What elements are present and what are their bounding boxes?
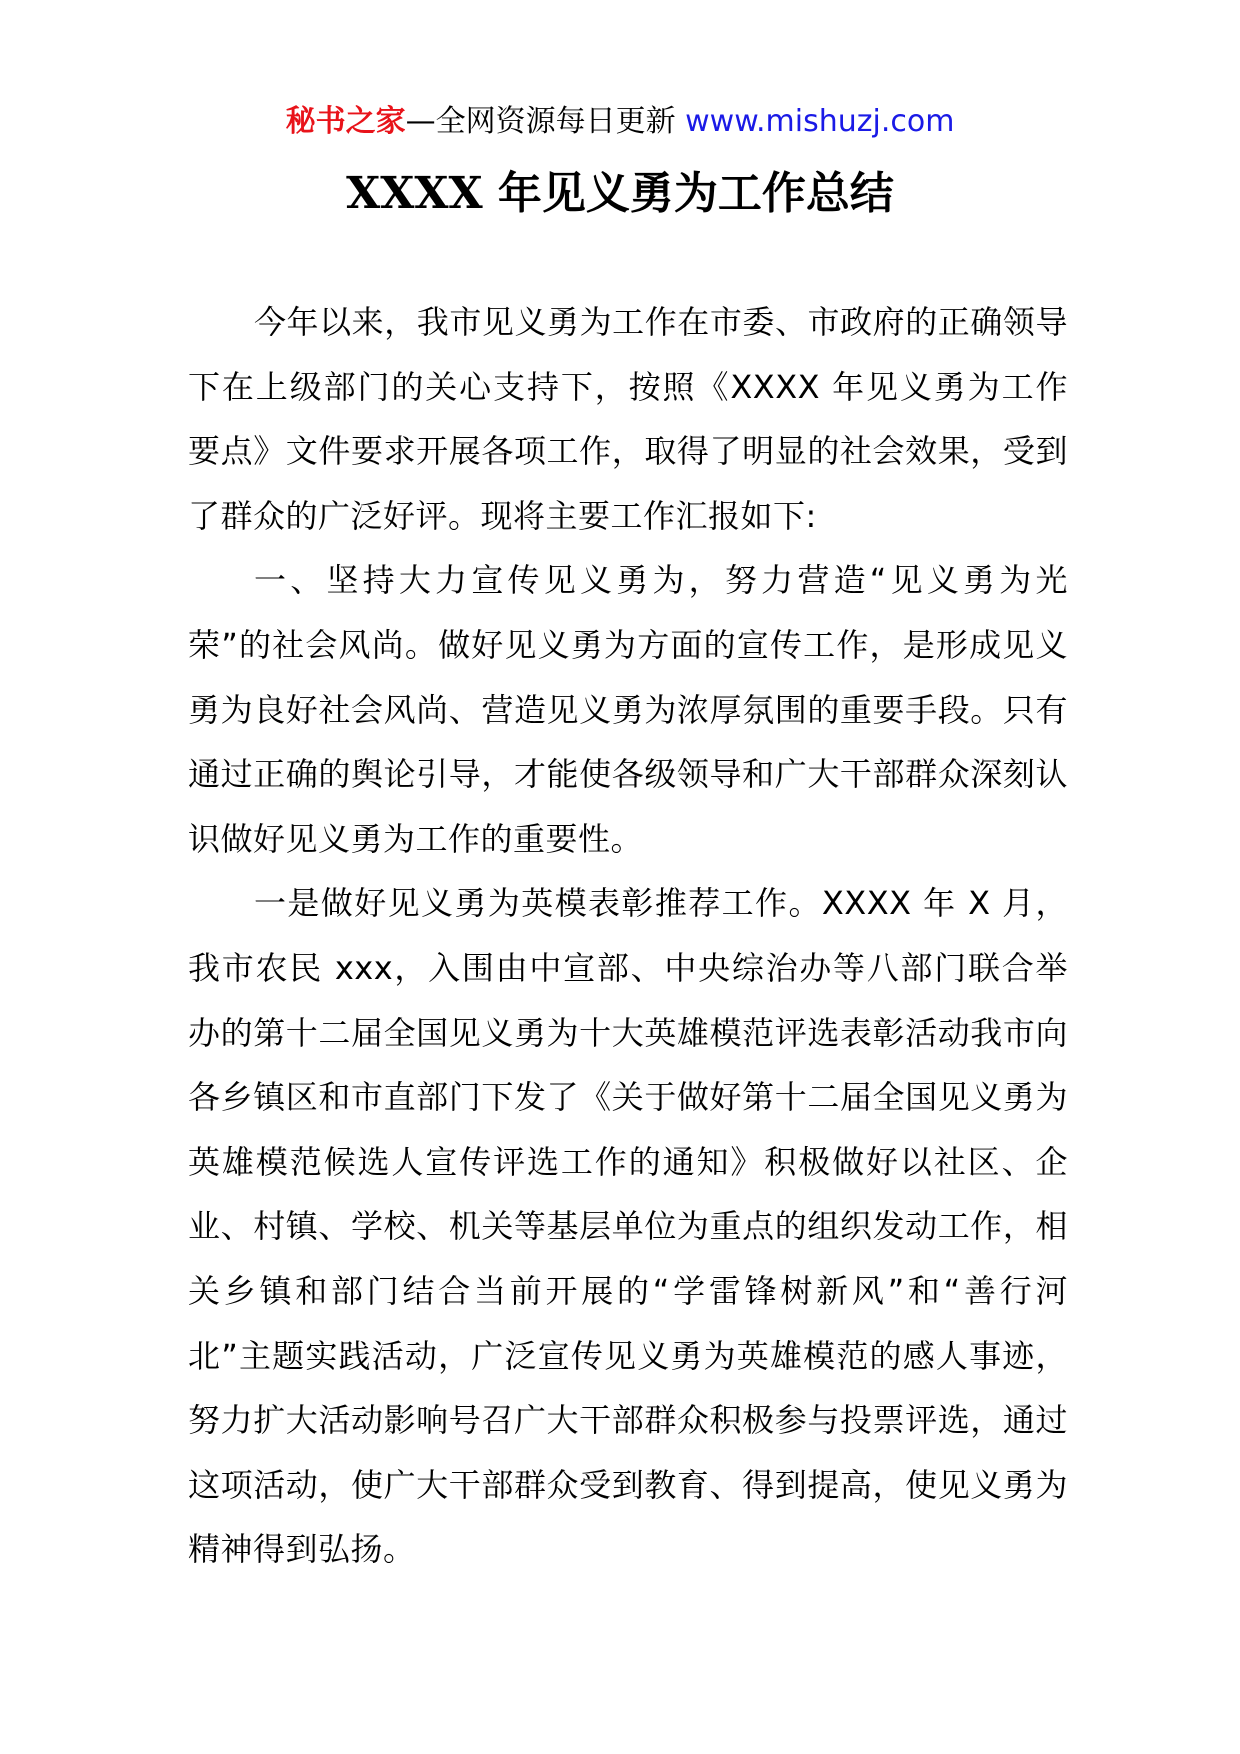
paragraph-intro: 今年以来，我市见义勇为工作在市委、市政府的正确领导下在上级部门的关心支持下，按照《XXXX 年见义勇为工作要点》文件要求开展各项工作，取得了明显的社会效果，受到了群众的广泛好评。现将主要工作汇报如下: [188,303,1068,535]
paragraph-section-one: 一、坚持大力宣传见义勇为，努力营造“见义勇为光荣”的社会风尚。做好见义勇为方面的宣传工作，是形成见义勇为良好社会风尚、营造见义勇为浓厚氛围的重要手段。只有通过正确的舆论引导，才能使各级领导和广大干部群众深刻认识做好见义勇为工作的重要性。 [188,561,1068,858]
document-body [188,290,1068,1582]
site-header [0,100,1240,144]
paragraph-item-one: 一是做好见义勇为英模表彰推荐工作。XXXX 年 X 月，我市农民 xxx，入围由中宣部、中央综治办等八部门联合举办的第十二届全国见义勇为十大英雄模范评选表彰活动我市向各乡镇区和市直部门下发了《关于做好第十二届全国见义勇为英雄模范候选人宣传评选工作的通知》积极做好以社区、企业、村镇、学校、机关等基层单位为重点的组织发动工作，相关乡镇和部门结合当前开展的“学雷锋树新风”和“善行河北”主题实践活动，广泛宣传见义勇为英雄模范的感人事迹，努力扩大活动影响号召广大干部群众积极参与投票评选，通过这项活动，使广大干部群众受到教育、得到提高，使见义勇为精神得到弘扬。 [188,884,1068,1569]
header-tagline: —全网资源每日更新 [405,104,686,139]
site-url-link[interactable]: www.mishuzj.com [685,104,955,139]
document-title: XXXX 年见义勇为工作总结 [346,168,894,219]
brand-name: 秘书之家 [285,104,406,139]
